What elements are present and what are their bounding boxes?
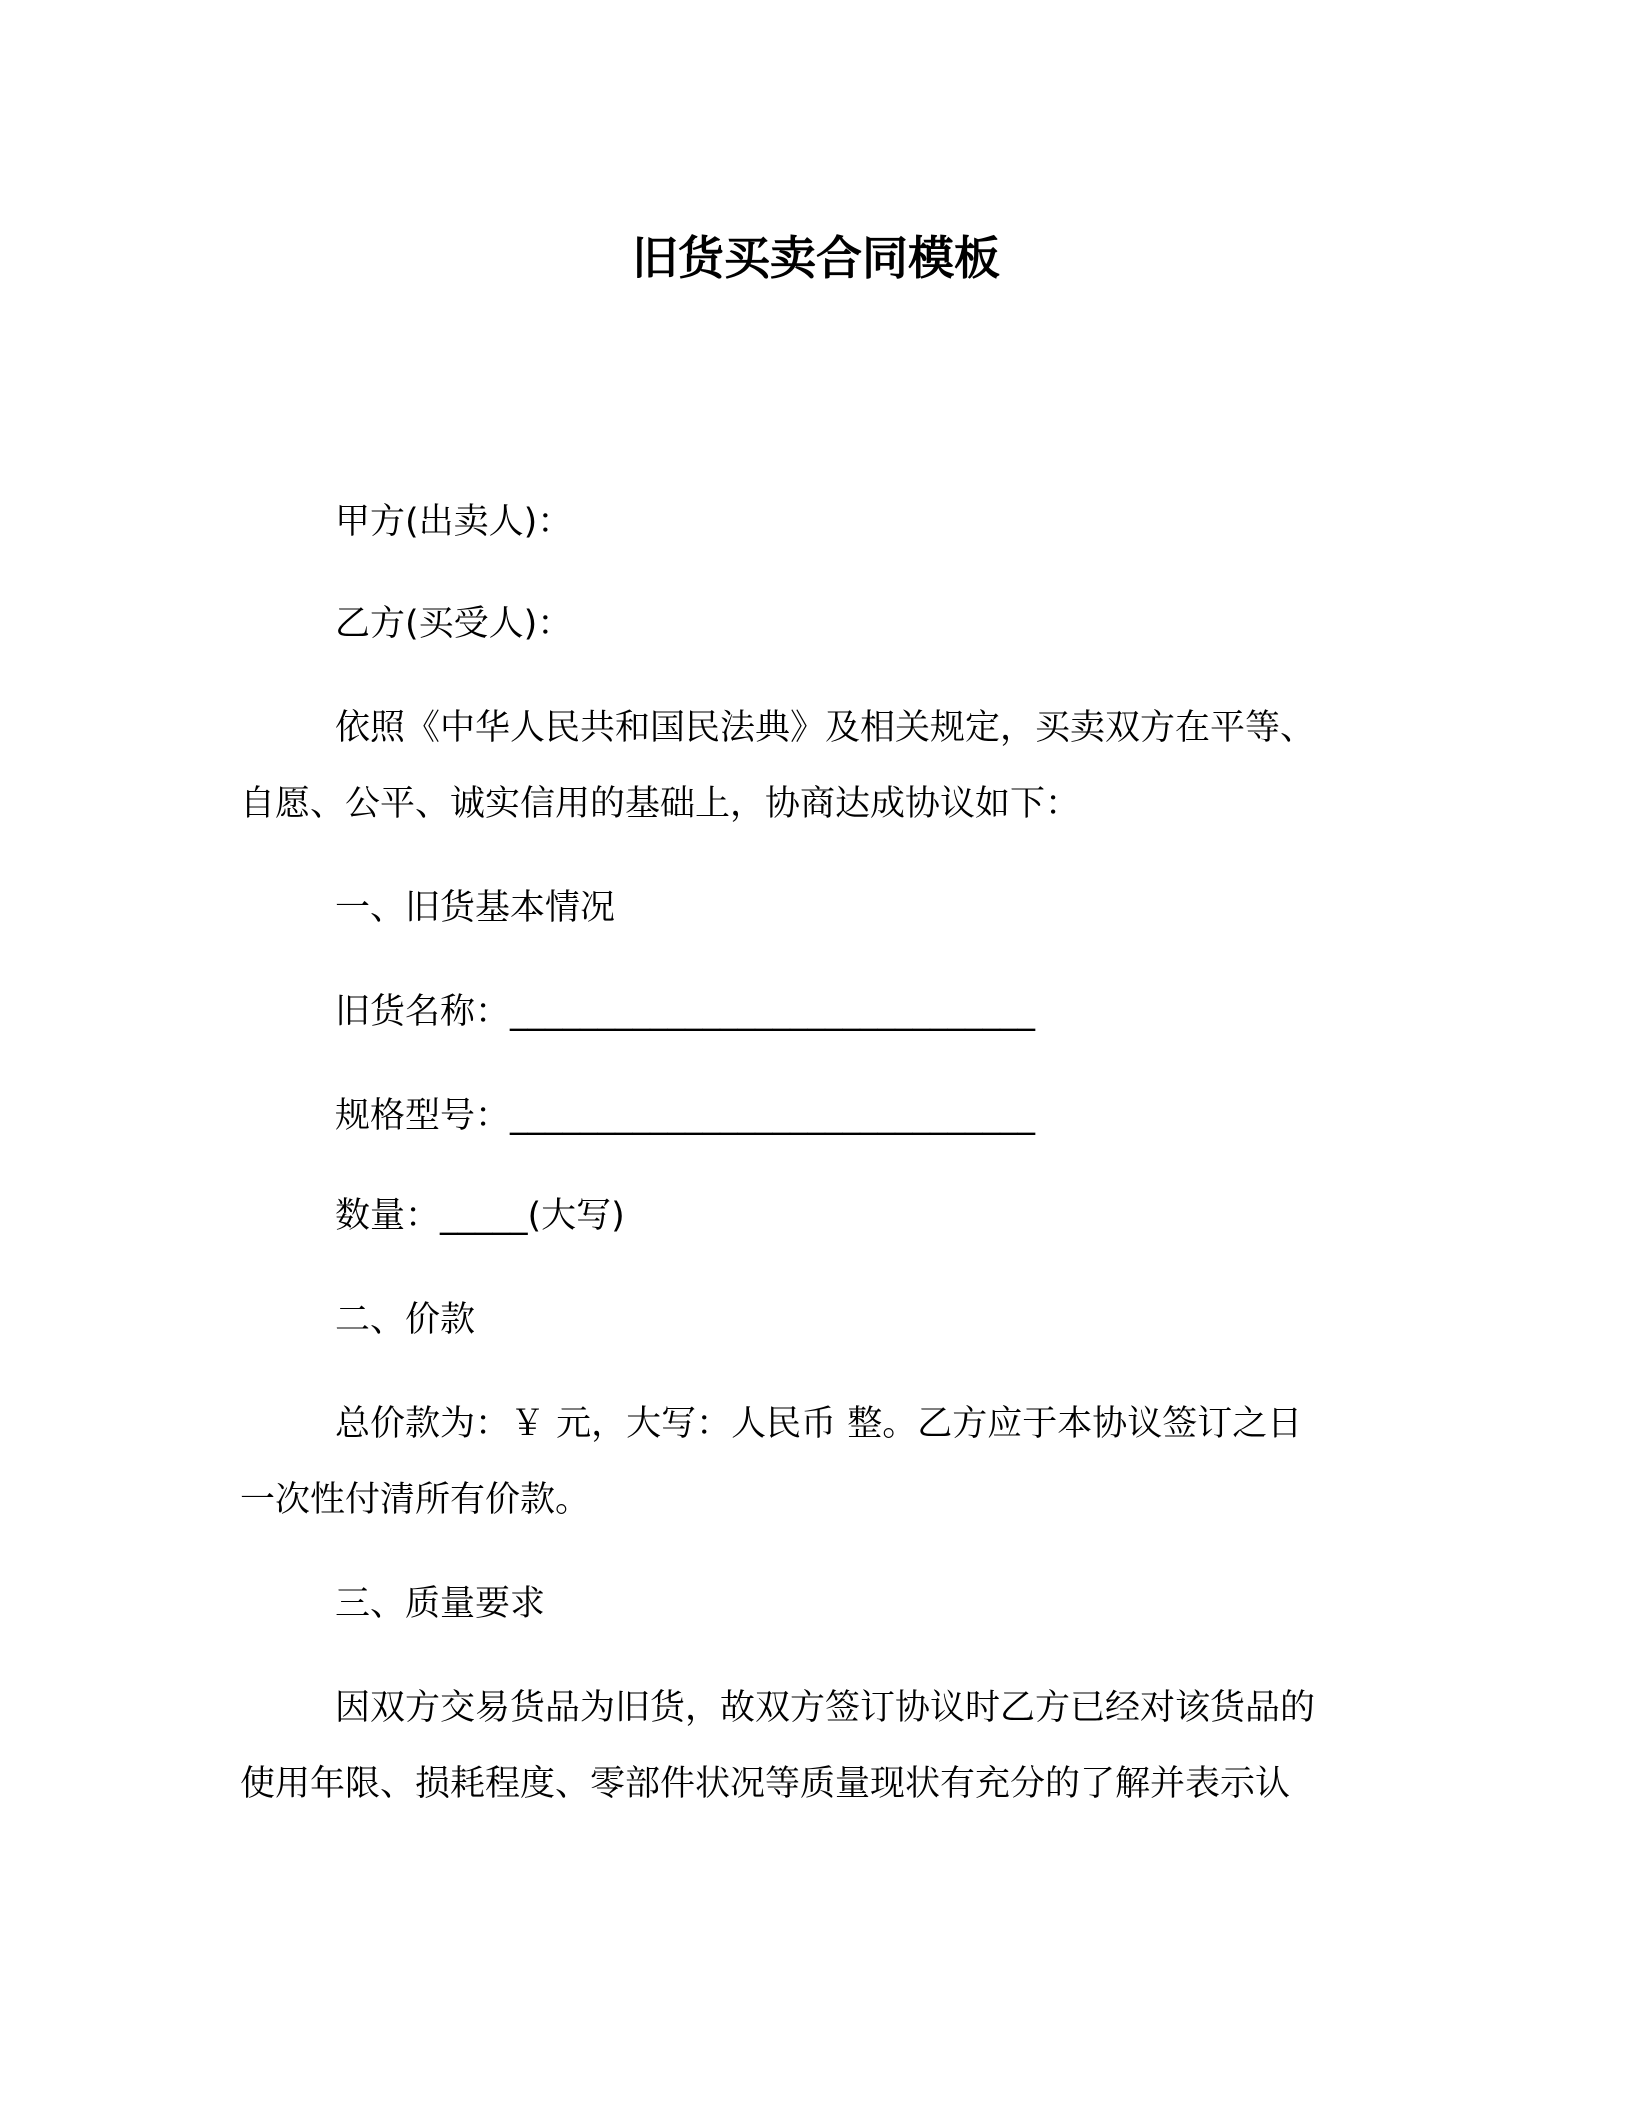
section-3-heading: 三、质量要求 bbox=[335, 1584, 546, 1624]
intro-paragraph-line-1: 依照《中华人民共和国民法典》及相关规定，买卖双方在平等、 bbox=[335, 708, 1316, 748]
section-2-heading: 二、价款 bbox=[335, 1300, 476, 1340]
intro-paragraph-line-2: 自愿、公平、诚实信用的基础上，协商达成协议如下： bbox=[240, 784, 1081, 824]
quality-paragraph-line-1: 因双方交易货品为旧货，故双方签订协议时乙方已经对该货品的 bbox=[335, 1688, 1316, 1728]
price-paragraph-line-2: 一次性付清所有价款。 bbox=[240, 1480, 591, 1520]
quality-paragraph-line-2: 使用年限、损耗程度、零部件状况等质量现状有充分的了解并表示认 bbox=[240, 1764, 1291, 1804]
section-1-heading: 一、旧货基本情况 bbox=[335, 888, 616, 928]
item-spec-field: 规格型号：______________________________ bbox=[335, 1096, 1036, 1136]
document-title: 旧货买卖合同模板 bbox=[632, 231, 1000, 285]
item-name-field: 旧货名称：______________________________ bbox=[335, 992, 1036, 1032]
party-a-label: 甲方(出卖人)： bbox=[335, 502, 573, 542]
item-quantity-field: 数量：_____(大写) bbox=[335, 1196, 625, 1236]
party-b-label: 乙方(买受人)： bbox=[335, 604, 573, 644]
price-paragraph-line-1: 总价款为：￥ 元，大写：人民币 整。乙方应于本协议签订之日 bbox=[335, 1404, 1303, 1444]
